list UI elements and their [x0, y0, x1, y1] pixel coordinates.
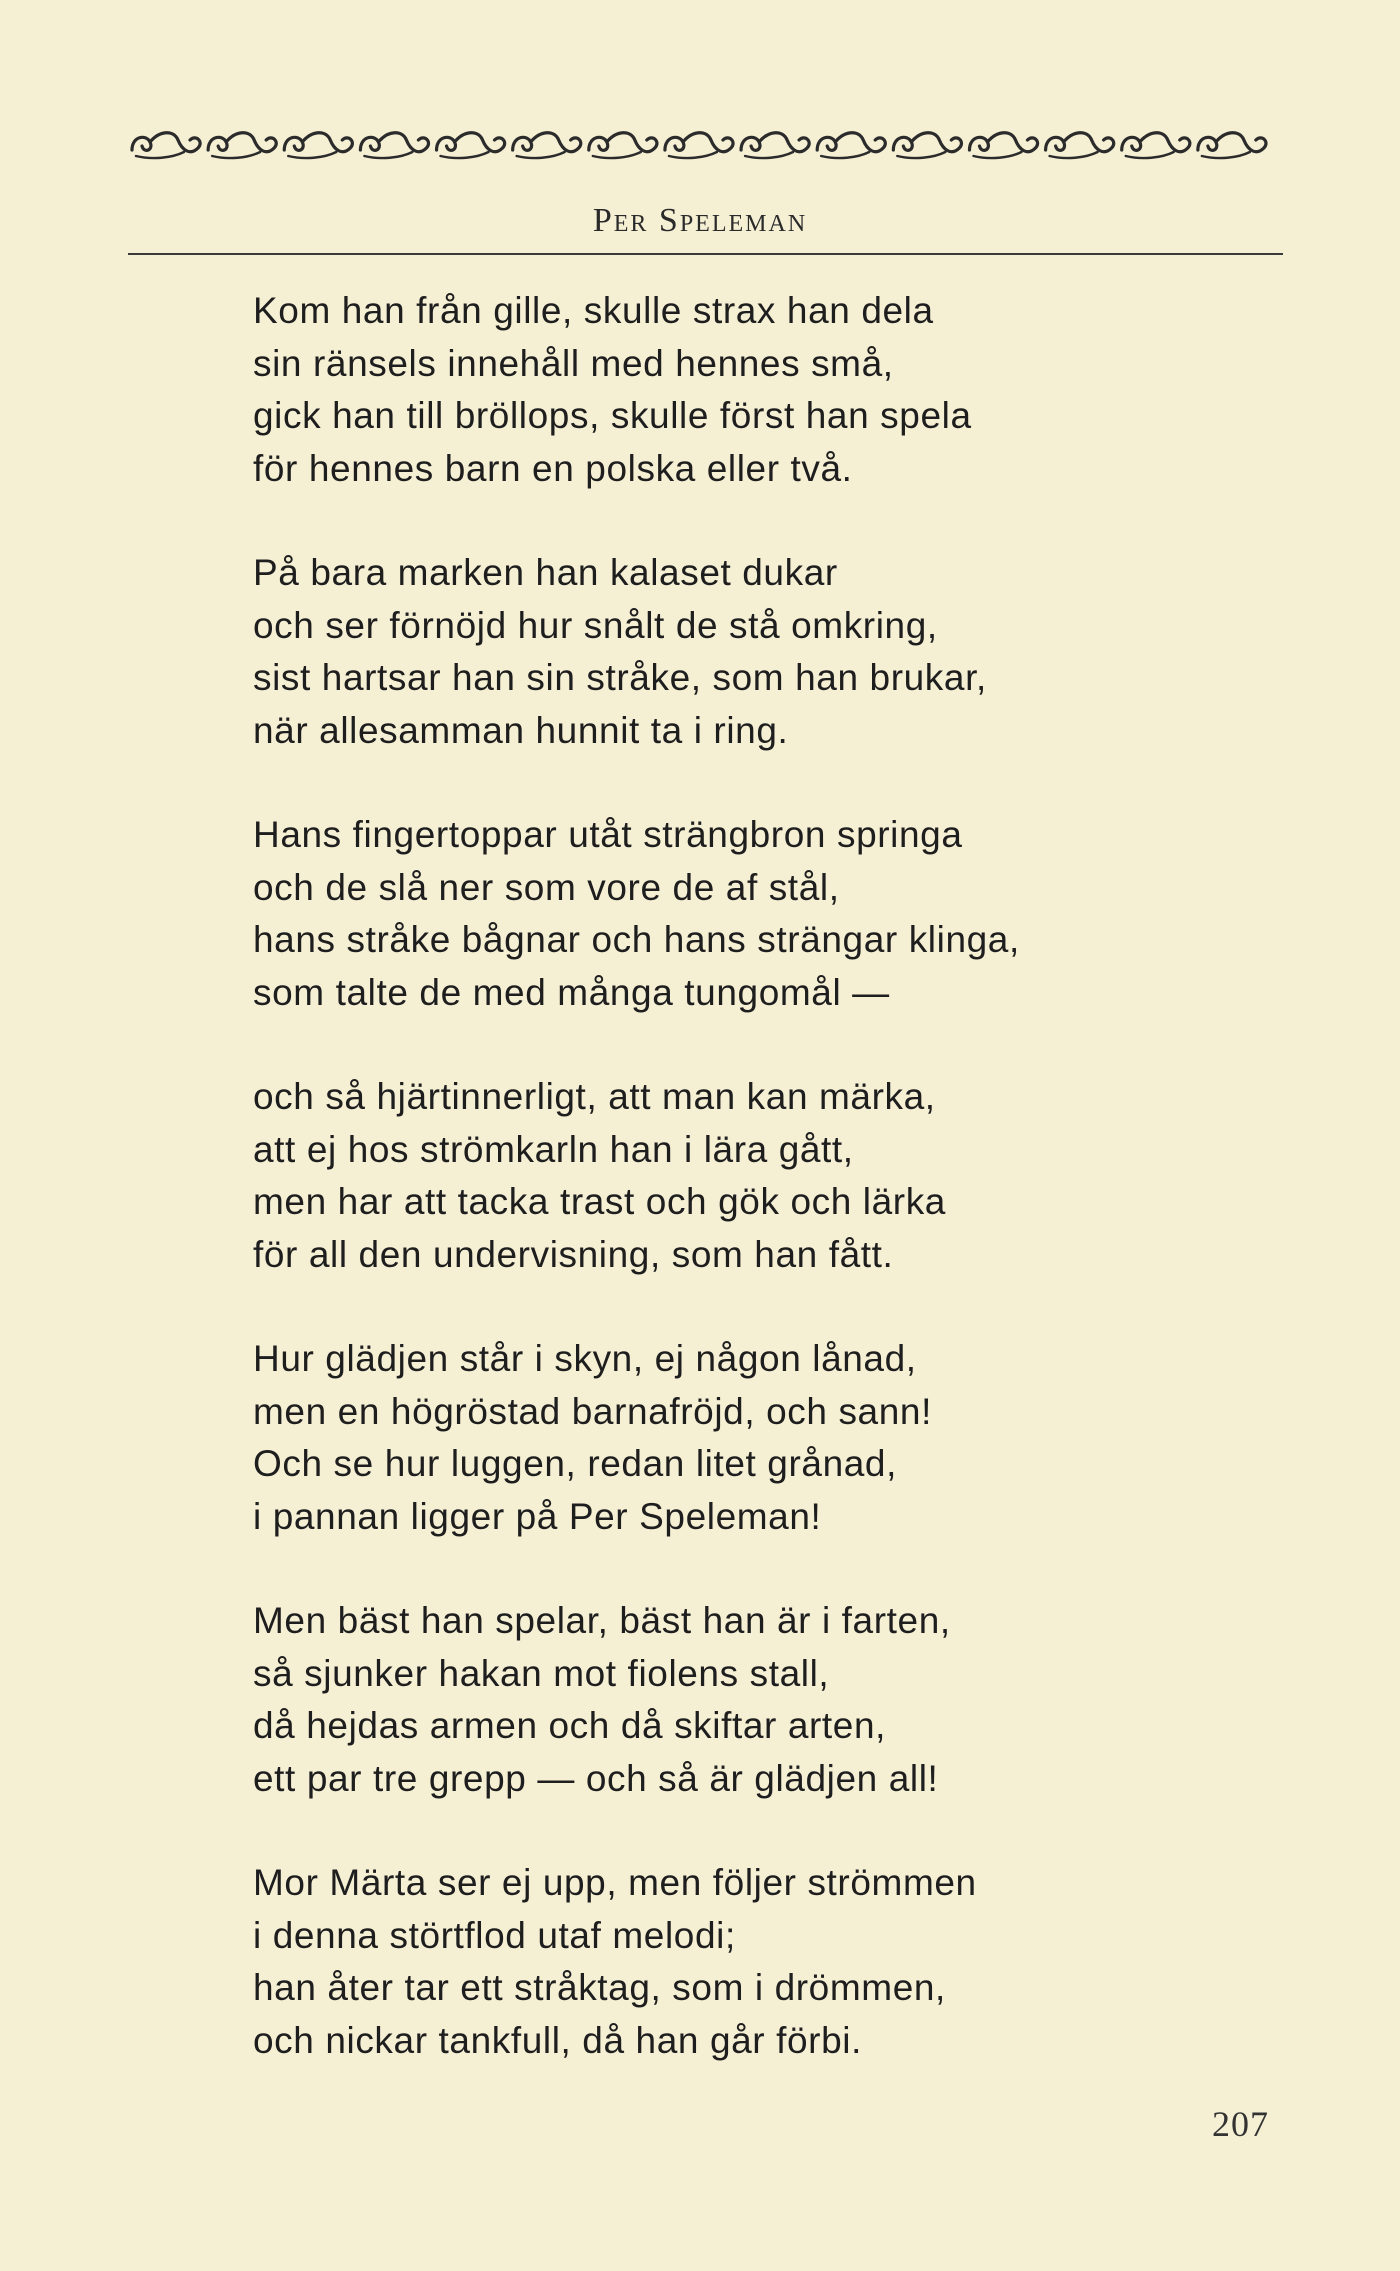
poem-line: men en högröstad barnafröjd, och sann! [253, 1390, 932, 1432]
poem-line: ett par tre grepp — och så är glädjen all! [253, 1757, 939, 1799]
poem-line: för all den undervisning, som han fått. [253, 1233, 894, 1275]
poem-line: när allesamman hunnit ta i ring. [253, 709, 789, 751]
poem-line: sist hartsar han sin stråke, som han brukar, [253, 657, 987, 698]
poem-line: Och se hur luggen, redan litet grånad, [253, 1443, 897, 1484]
poem-line: Hans fingertoppar utåt strängbron springa [253, 814, 963, 855]
poem-line: för hennes barn en polska eller två. [253, 447, 853, 489]
poem-line: På bara marken han kalaset dukar [253, 552, 838, 593]
poem-line: i denna störtflod utaf melodi; [253, 1914, 736, 1956]
stanza [253, 1071, 1303, 1281]
poem-line: och de slå ner som vore de af stål, [253, 866, 840, 908]
stanza [253, 1857, 1303, 2067]
header-divider [128, 253, 1283, 255]
poem-line: hans stråke bågnar och hans strängar klinga, [253, 919, 1020, 960]
poem-line: att ej hos strömkarln han i lära gått, [253, 1128, 854, 1170]
poem-line: som talte de med många tungomål — [253, 971, 890, 1013]
stanza [253, 547, 1303, 757]
running-title: Per Speleman [592, 202, 808, 239]
poem-line: Mor Märta ser ej upp, men följer strömmen [253, 1862, 977, 1903]
poem-line: så sjunker hakan mot fiolens stall, [253, 1652, 830, 1694]
poem-line: gick han till bröllops, skulle först han spela [253, 395, 972, 436]
poem-line: i pannan ligger på Per Speleman! [253, 1495, 822, 1537]
poem-line: Men bäst han spelar, bäst han är i farten, [253, 1600, 951, 1641]
poem-line: Kom han från gille, skulle strax han dela [253, 290, 934, 331]
stanza [253, 1595, 1303, 1805]
poem-body [253, 285, 1303, 2119]
scroll-border-icon [128, 128, 1270, 162]
poem-line: och nickar tankfull, då han går förbi. [253, 2019, 862, 2061]
poem-line: men har att tacka trast och gök och lärka [253, 1181, 946, 1222]
page-number: 207 [1212, 2104, 1269, 2144]
stanza [253, 1333, 1303, 1543]
stanza [253, 809, 1303, 1019]
poem-line: och ser förnöjd hur snålt de stå omkring, [253, 604, 938, 646]
poem-line: och så hjärtinnerligt, att man kan märka, [253, 1076, 936, 1117]
stanza [253, 285, 1303, 495]
poem-line: då hejdas armen och då skiftar arten, [253, 1705, 887, 1746]
poem-line: han åter tar ett stråktag, som i drömmen, [253, 1967, 946, 2008]
poem-line: sin ränsels innehåll med hennes små, [253, 342, 894, 384]
poem-line: Hur glädjen står i skyn, ej någon lånad, [253, 1338, 917, 1379]
